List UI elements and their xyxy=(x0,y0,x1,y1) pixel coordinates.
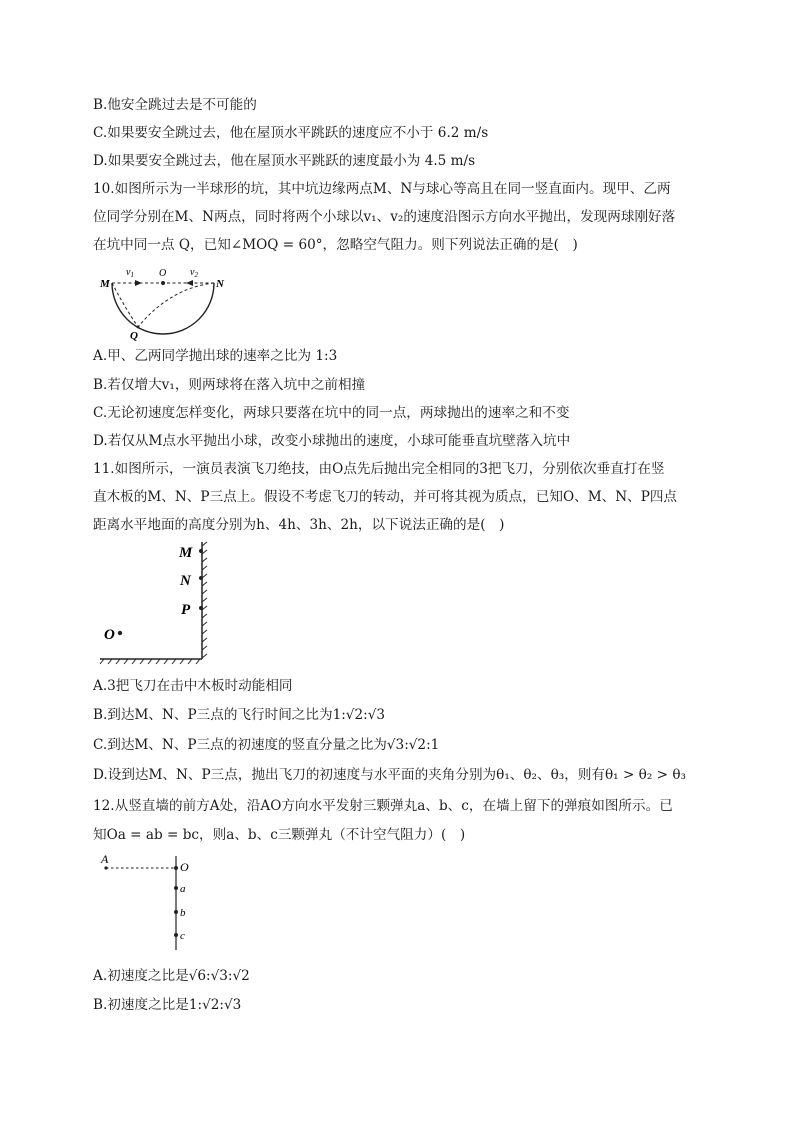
q10-hemisphere-figure xyxy=(98,264,234,342)
q9-option-b: B.他安全跳过去是不可能的 xyxy=(93,97,257,113)
q10-label-o: O xyxy=(159,268,167,279)
q12-label-a: a xyxy=(180,883,186,895)
q10-stem-line-1: 10.如图所示为一半球形的坑，其中坑边缘两点M、N与球心等高且在同一竖直面内。现甲、乙两 xyxy=(93,181,671,197)
q12-stem-line-1: 12.从竖直墙的前方A处，沿AO方向水平发射三颗弹丸a、b、c，在墙上留下的弹痕如图所示。已 xyxy=(93,798,673,814)
q10-option-a: A.甲、乙两同学抛出球的速率之比为 1:3 xyxy=(93,348,338,364)
q11-stem-line-3: 距离水平地面的高度分别为h、4h、3h、2h，以下说法正确的是( ) xyxy=(93,517,505,533)
q11-stem-line-1: 11.如图所示，一演员表演飞刀绝技，由O点先后抛出完全相同的3把飞刀，分别依次垂直打在竖 xyxy=(93,461,665,477)
q12-mark-c-dot xyxy=(174,933,178,937)
q11-point-p-dot xyxy=(199,606,203,610)
q10-stem-line-2: 位同学分别在M、N两点，同时将两个小球以v₁、v₂的速度沿图示方向水平抛出，发现两球刚好落 xyxy=(93,209,676,225)
q12-label-b: b xyxy=(180,907,186,919)
q12-label-o: O xyxy=(180,860,189,874)
q10-label-m: M xyxy=(100,278,110,290)
q10-arrow-v1 xyxy=(135,280,142,286)
q10-label-v1: $v_1$ xyxy=(126,267,134,279)
q11-option-b: B.到达M、N、P三点的飞行时间之比为1:√2:√3 xyxy=(93,707,386,723)
q12-stem-line-2: 知Oa = ab = bc，则a、b、c三颗弹丸（不计空气阻力）( ) xyxy=(93,827,466,843)
q11-stem-line-2: 直木板的M、N、P三点上。假设不考虑飞刀的转动，并可将其视为质点，已知O、M、N、P四点 xyxy=(93,489,678,505)
q9-option-c: C.如果要安全跳过去，他在屋顶水平跳跃的速度应不小于 6.2 m/s xyxy=(93,125,489,141)
q10-label-v2: $v_2$ xyxy=(190,267,198,279)
q11-option-c: C.到达M、N、P三点的初速度的竖直分量之比为√3:√2:1 xyxy=(93,737,440,753)
q10-hemisphere-arc xyxy=(112,283,214,334)
q10-trajectory-m xyxy=(112,283,138,327)
q10-trajectory-n xyxy=(138,283,214,327)
q10-label-q: Q xyxy=(130,330,138,342)
q11-label-m: M xyxy=(179,545,193,561)
q10-option-d: D.若仅从M点水平抛出小球，改变小球抛出的速度，小球可能垂直坑壁落入坑中 xyxy=(93,433,571,449)
q12-label-a-point: A xyxy=(101,852,109,866)
q11-point-n-dot xyxy=(199,576,203,580)
q10-arrow-v2 xyxy=(186,280,193,286)
q12-mark-b-dot xyxy=(174,910,178,914)
q12-option-a: A.初速度之比是√6:√3:√2 xyxy=(93,968,250,984)
q12-label-c: c xyxy=(180,930,185,942)
q10-option-b: B.若仅增大v₁，则两球将在落入坑中之前相撞 xyxy=(93,377,366,393)
q12-mark-a-dot xyxy=(174,886,178,890)
q12-option-b: B.初速度之比是1:√2:√3 xyxy=(93,997,242,1013)
q12-wall-figure xyxy=(98,850,198,952)
q10-point-q-dot xyxy=(137,326,140,329)
q11-option-a: A.3把飞刀在击中木板时动能相同 xyxy=(93,678,293,694)
q10-stem-line-3: 在坑中同一点 Q，已知∠MOQ = 60°，忽略空气阻力。则下列说法正确的是( ) xyxy=(93,237,578,253)
q10-label-n: N xyxy=(216,278,224,290)
q10-center-dot xyxy=(161,281,165,285)
q11-label-n: N xyxy=(180,573,191,589)
q9-option-d: D.如果要安全跳过去，他在屋顶水平跳跃的速度最小为 4.5 m/s xyxy=(93,153,476,169)
q11-label-p: P xyxy=(181,602,191,618)
q11-point-o-dot xyxy=(118,631,122,635)
q12-point-o-dot xyxy=(174,866,178,870)
q10-option-c: C.无论初速度怎样变化，两球只要落在坑中的同一点，两球抛出的速率之和不变 xyxy=(93,405,570,421)
q11-point-m-dot xyxy=(199,549,203,553)
q11-option-d: D.设到达M、N、P三点，抛出飞刀的初速度与水平面的夹角分别为θ₁、θ₂、θ₃，则有θ₁ > θ₂ > θ₃ xyxy=(93,767,686,783)
q11-label-o: O xyxy=(104,627,115,643)
q12-point-a-dot xyxy=(104,866,107,869)
q11-wall-figure xyxy=(98,540,214,668)
